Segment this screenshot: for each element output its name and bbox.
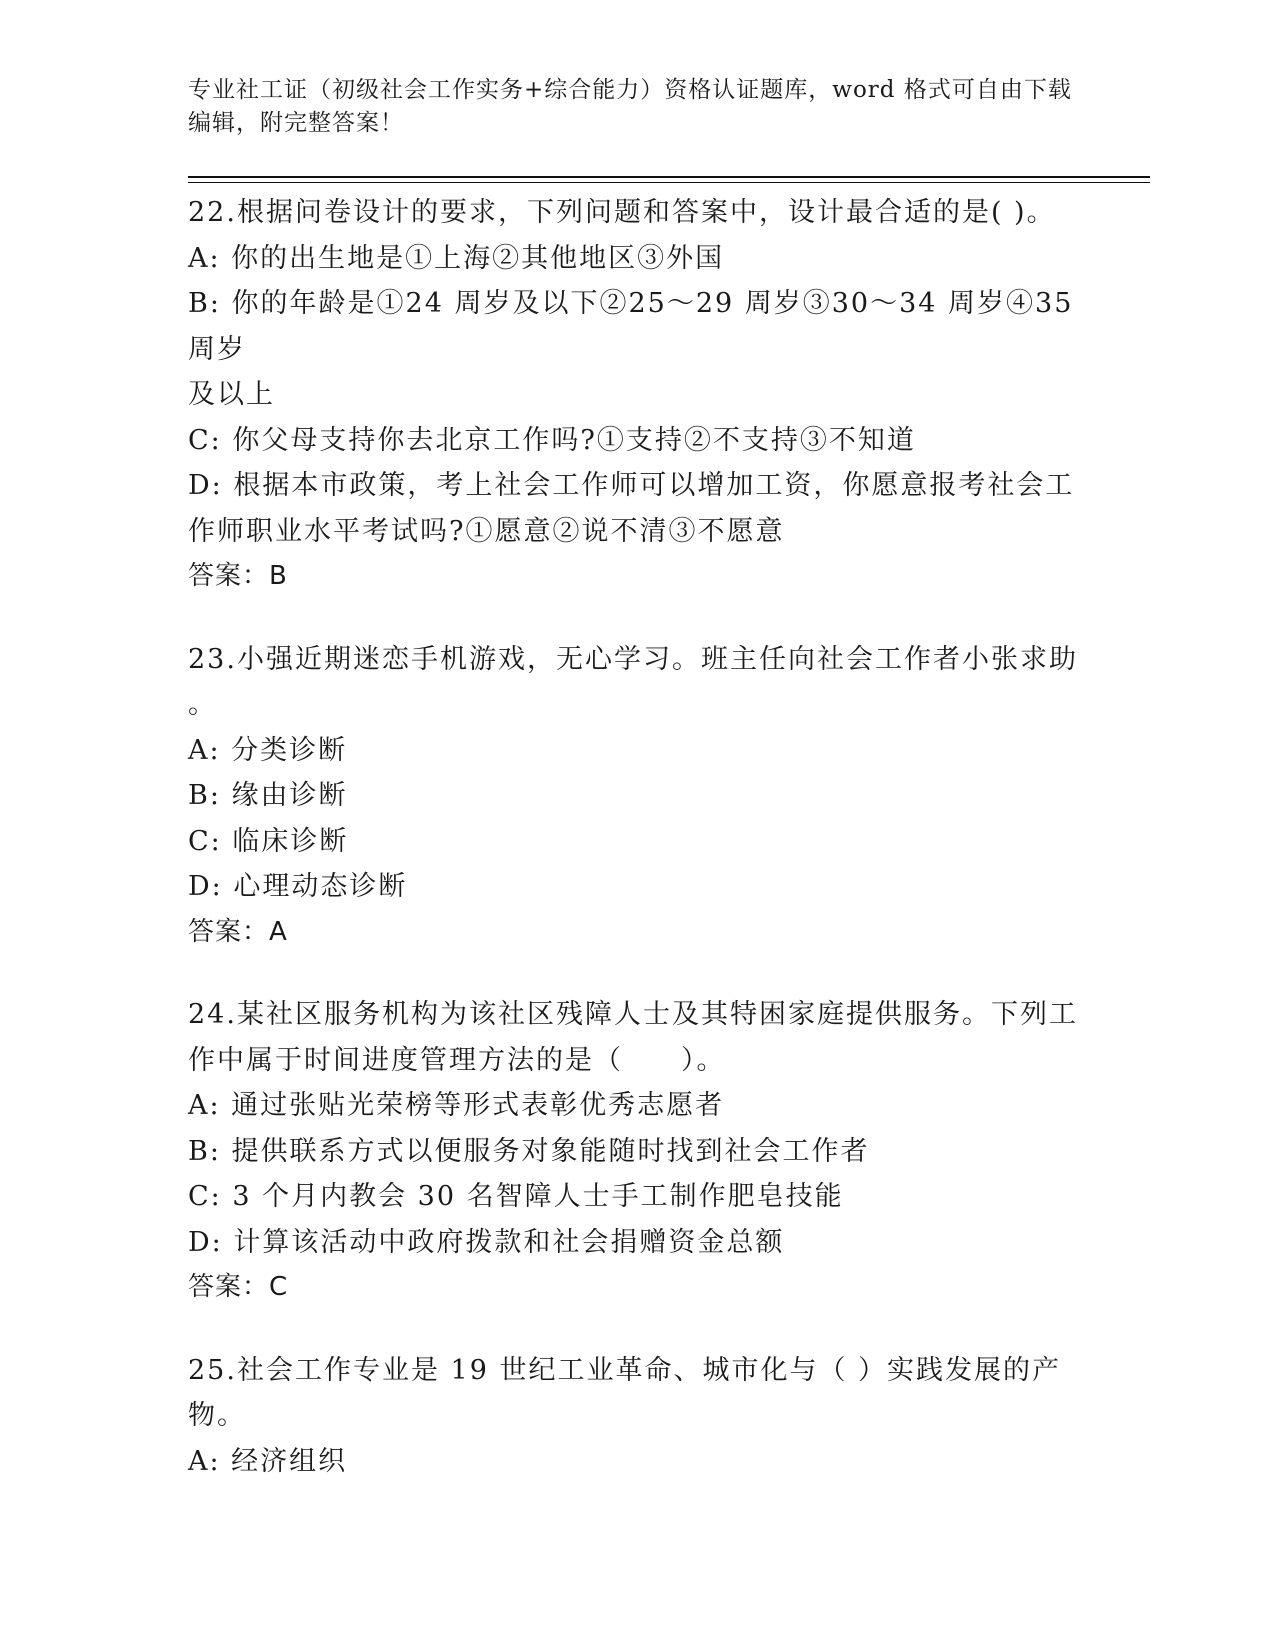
question-24-answer: 答案：C xyxy=(188,1272,289,1302)
header-rule-thick xyxy=(188,176,1150,178)
question-23-option-b: B: 缘由诊断 xyxy=(188,780,348,811)
question-24-stem: 24.某社区服务机构为该社区残障人士及其特困家庭提供服务。下列工 xyxy=(188,999,1078,1030)
question-23-option-c: C: 临床诊断 xyxy=(188,825,349,857)
question-22-option-b: B: 你的年龄是①24 周岁及以下②25～29 周岁③30～34 周岁④35 周岁 xyxy=(188,288,1084,365)
question-22-option-d-cont: 作师职业水平考试吗?①愿意②说不清③不愿意 xyxy=(188,515,785,547)
question-24-option-d: D: 计算该活动中政府拨款和社会捐赠资金总额 xyxy=(188,1226,785,1258)
question-24 xyxy=(188,992,1083,1311)
question-25-stem: 25.社会工作专业是 19 世纪工业革命、城市化与（ ）实践发展的产 xyxy=(188,1354,1062,1386)
question-22-option-c: C: 你父母支持你去北京工作吗?①支持②不支持③不知道 xyxy=(188,424,916,456)
question-22-option-d: D: 根据本市政策，考上社会工作师可以增加工资，你愿意报考社会工 xyxy=(188,470,1075,501)
question-25-stem-cont: 物。 xyxy=(188,1400,246,1431)
question-23-answer: 答案：A xyxy=(188,916,288,947)
question-23-stem-cont: 。 xyxy=(188,689,217,720)
question-24-stem-cont: 作中属于时间进度管理方法的是（ ）。 xyxy=(188,1044,726,1076)
question-22-option-a: A: 你的出生地是①上海②其他地区③外国 xyxy=(188,242,725,274)
question-24-option-b: B: 提供联系方式以便服务对象能随时找到社会工作者 xyxy=(188,1135,870,1167)
question-22-stem: 22.根据问卷设计的要求，下列问题和答案中，设计最合适的是( )。 xyxy=(188,197,1056,228)
question-22 xyxy=(188,190,1083,600)
question-22-option-b-cont: 及以上 xyxy=(188,379,275,410)
question-22-answer: 答案：B xyxy=(188,561,288,591)
question-23-option-d: D: 心理动态诊断 xyxy=(188,871,408,902)
question-23-stem: 23.小强近期迷恋手机游戏，无心学习。班主任向社会工作者小张求助 xyxy=(188,643,1078,675)
question-25 xyxy=(188,1348,1083,1485)
header-rule-thin xyxy=(188,182,1150,183)
question-23 xyxy=(188,637,1083,956)
document-header: 专业社工证（初级社会工作实务+综合能力）资格认证题库，word 格式可自由下载编辑，附完整答案！ xyxy=(188,77,1072,136)
question-24-option-c: C: 3 个月内教会 30 名智障人士手工制作肥皂技能 xyxy=(188,1181,844,1212)
question-23-option-a: A: 分类诊断 xyxy=(188,734,348,766)
question-24-option-a: A: 通过张贴光荣榜等形式表彰优秀志愿者 xyxy=(188,1090,725,1121)
question-list xyxy=(188,190,1083,1521)
question-25-option-a: A: 经济组织 xyxy=(188,1445,348,1477)
